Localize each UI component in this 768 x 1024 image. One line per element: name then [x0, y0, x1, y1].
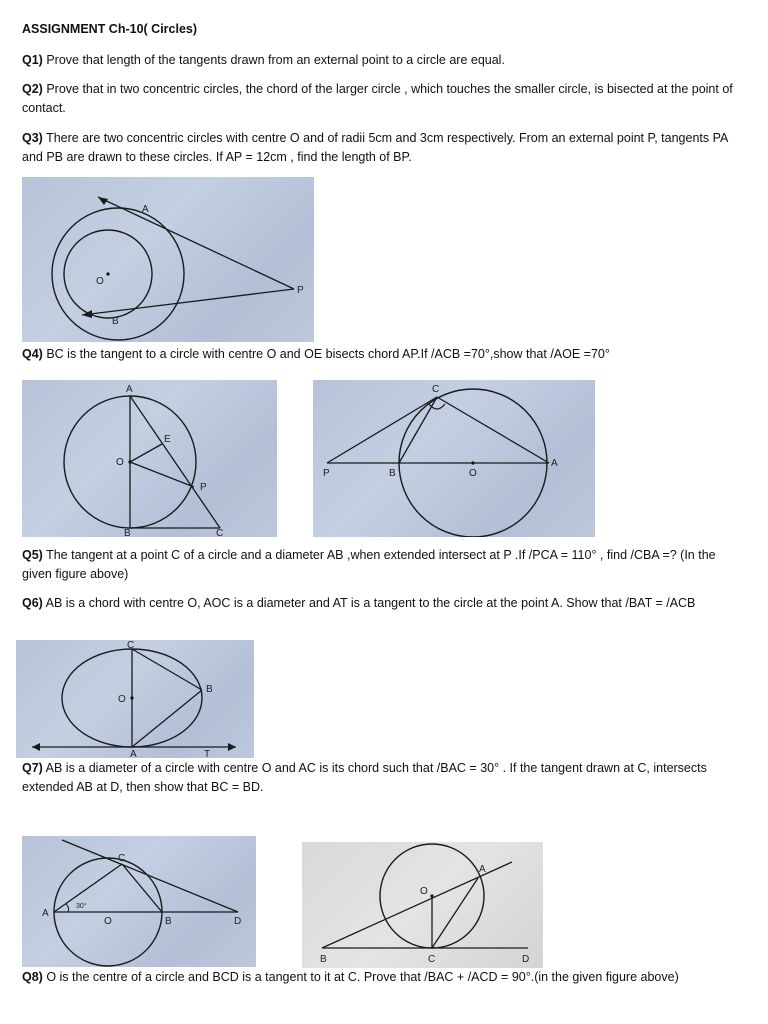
label-a: A — [551, 458, 558, 469]
label-o: O — [116, 457, 124, 468]
label-o: O — [118, 694, 126, 705]
question-text: O is the centre of a circle and BCD is a tangent to it at C. Prove that /BAC + /ACD = 90°.(in the given figure above) — [46, 970, 679, 984]
question-number: Q7) — [22, 761, 43, 775]
label-b: B — [124, 528, 131, 537]
label-a: A — [479, 864, 486, 875]
question-8 — [22, 968, 744, 987]
figure-tangent-bcd — [302, 842, 543, 968]
figure-diameter-ab — [22, 836, 256, 967]
label-b: B — [320, 954, 327, 965]
label-e: E — [164, 434, 171, 445]
question-number: Q8) — [22, 970, 43, 984]
question-number: Q4) — [22, 347, 43, 361]
question-number: Q2) — [22, 82, 43, 96]
label-b: B — [389, 468, 396, 479]
label-p: P — [297, 285, 304, 296]
figure-concentric-circles — [22, 177, 314, 342]
question-3 — [22, 129, 744, 167]
label-o: O — [469, 468, 477, 479]
question-text: Prove that length of the tangents drawn from an external point to a circle are equal. — [46, 53, 505, 67]
question-text: AB is a diameter of a circle with centre O and AC is its chord such that /BAC = 30° . If the tangent drawn at C, intersects extended AB at D, then show that BC = BD. — [22, 761, 707, 794]
label-p: P — [200, 482, 207, 493]
label-d: D — [522, 954, 530, 965]
label-a: A — [42, 908, 49, 919]
label-a: A — [142, 204, 149, 215]
question-text: Prove that in two concentric circles, the chord of the larger circle , which touches the smaller circle, is bisected at the point of contact. — [22, 82, 733, 115]
label-a: A — [126, 384, 133, 395]
question-text: BC is the tangent to a circle with centre O and OE bisects chord AP.If /ACB =70°,show that /AOE =70° — [46, 347, 610, 361]
question-5 — [22, 546, 744, 584]
label-angle: 30° — [76, 903, 87, 910]
label-d: D — [234, 916, 242, 927]
label-o: O — [96, 276, 104, 287]
label-o: O — [104, 916, 112, 927]
figure-tangent-bc — [22, 380, 277, 537]
label-t: T — [204, 749, 211, 758]
label-b: B — [165, 916, 172, 927]
question-number: Q6) — [22, 596, 43, 610]
question-number: Q5) — [22, 548, 43, 562]
label-c: C — [127, 640, 135, 651]
question-1 — [22, 51, 744, 70]
label-o: O — [420, 886, 428, 897]
label-a: A — [130, 749, 137, 758]
label-c: C — [428, 954, 436, 965]
question-number: Q1) — [22, 53, 43, 67]
question-7 — [22, 759, 744, 797]
label-b: B — [112, 316, 119, 327]
label-c: C — [118, 853, 126, 864]
figure-tangent-at-c — [313, 380, 595, 537]
question-6 — [22, 594, 744, 613]
question-4 — [22, 345, 744, 364]
page-title: ASSIGNMENT Ch-10( Circles) — [22, 22, 198, 36]
label-c: C — [432, 384, 440, 395]
figure-chord-ab — [16, 640, 254, 758]
question-number: Q3) — [22, 131, 43, 145]
question-text: There are two concentric circles with centre O and of radii 5cm and 3cm respectively. From an external point P, tangents PA and PB are drawn to these circles. If AP = 12cm , find the length of BP. — [22, 131, 728, 164]
label-c: C — [216, 528, 224, 537]
label-b: B — [206, 684, 213, 695]
question-text: AB is a chord with centre O, AOC is a diameter and AT is a tangent to the circle at the point A. Show that /BAT = /ACB — [45, 596, 696, 610]
question-text: The tangent at a point C of a circle and a diameter AB ,when extended intersect at P .If /PCA = 110° , find /CBA =? (In the given figure above) — [22, 548, 716, 581]
question-2 — [22, 80, 744, 118]
label-p: P — [323, 468, 330, 479]
